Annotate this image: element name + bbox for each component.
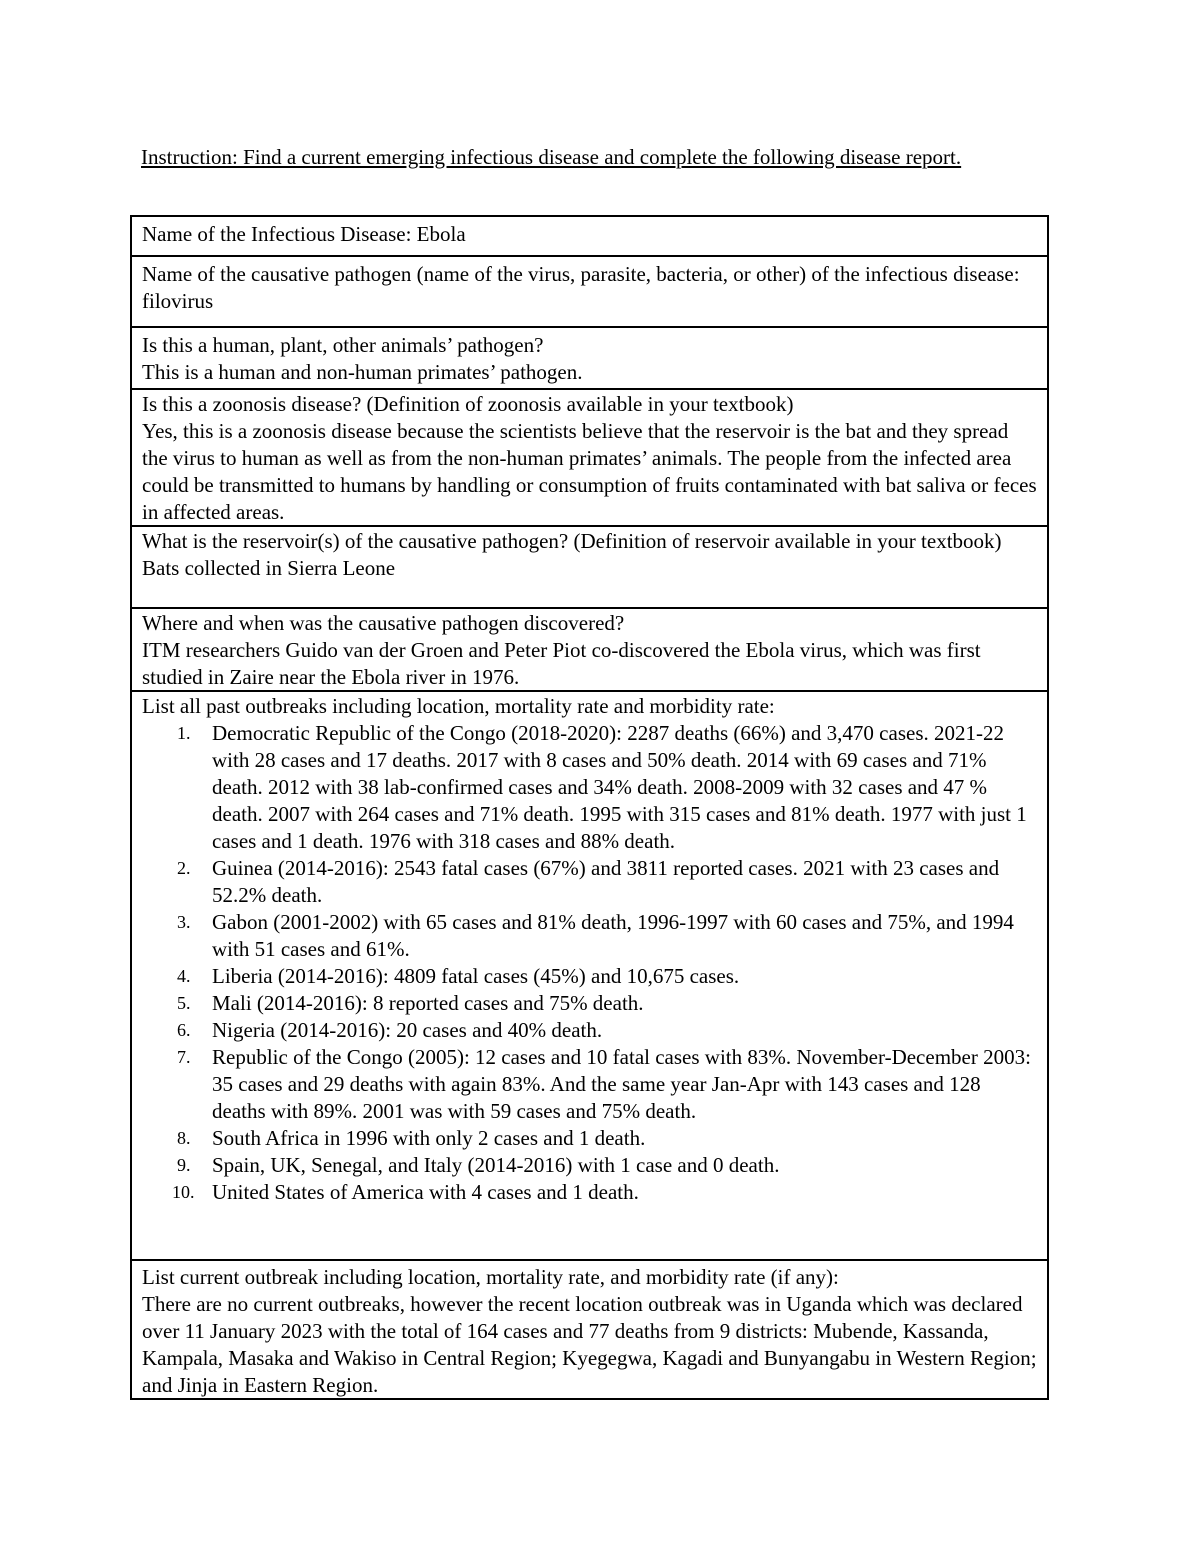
row-current-outbreak <box>132 1261 1047 1398</box>
row-reservoir <box>132 527 1047 609</box>
list-item-number: 5. <box>177 993 191 1013</box>
list-item <box>142 1152 1037 1179</box>
row-past-outbreaks <box>132 692 1047 1261</box>
reservoir-question: What is the reservoir(s) of the causative pathogen? (Definition of reservoir available in your textbook) <box>142 529 1002 553</box>
past-outbreaks-question: List all past outbreaks including location, mortality rate and morbidity rate: <box>142 694 775 718</box>
list-item-text: Mali (2014-2016): 8 reported cases and 75% death. <box>212 991 644 1015</box>
reservoir-answer: Bats collected in Sierra Leone <box>142 556 396 580</box>
zoonosis-question: Is this a zoonosis disease? (Definition of zoonosis available in your textbook) <box>142 392 794 416</box>
list-item <box>142 720 1037 855</box>
row-discovery <box>132 609 1047 692</box>
row-disease-name <box>132 217 1047 257</box>
list-item-number: 2. <box>177 858 191 878</box>
list-item <box>142 990 1037 1017</box>
discovery-question: Where and when was the causative pathogen discovered? <box>142 611 625 635</box>
current-outbreak-answer: There are no current outbreaks, however the recent location outbreak was in Uganda which was declared over 11 January 2023 with the total of 164 cases and 77 deaths from 9 districts: Mubende, Kassanda, Kampala, Masaka and Wakiso in Central Region; Kyegegwa, Kagadi and Bunyangabu in Western Region; and Jinja in Eastern Region. <box>142 1292 1037 1397</box>
disease-report-table <box>130 215 1049 1400</box>
list-item-text: South Africa in 1996 with only 2 cases and 1 death. <box>212 1126 646 1150</box>
row-zoonosis <box>132 390 1047 527</box>
list-item-number: 1. <box>177 723 191 743</box>
list-item-text: Republic of the Congo (2005): 12 cases and 10 fatal cases with 83%. November-December 2003: 35 cases and 29 deaths with again 83%. And the same year Jan-Apr with 143 cases and 128 deaths with 89%. 2001 was with 59 cases and 75% death. <box>212 1045 1031 1123</box>
host-answer: This is a human and non-human primates’ pathogen. <box>142 360 583 384</box>
list-item-number: 7. <box>177 1047 191 1067</box>
list-item-number: 6. <box>177 1020 191 1040</box>
list-item <box>142 909 1037 963</box>
current-outbreak-question: List current outbreak including location, mortality rate, and morbidity rate (if any): <box>142 1265 839 1289</box>
row-host <box>132 328 1047 390</box>
list-item <box>142 1179 1037 1206</box>
list-item <box>142 963 1037 990</box>
instruction-text: Instruction: Find a current emerging infectious disease and complete the following disease report. <box>141 145 962 169</box>
past-outbreaks-list <box>142 720 1037 1206</box>
list-item-text: Liberia (2014-2016): 4809 fatal cases (45%) and 10,675 cases. <box>212 964 740 988</box>
list-item <box>142 1017 1037 1044</box>
list-item-text: Democratic Republic of the Congo (2018-2020): 2287 deaths (66%) and 3,470 cases. 2021-22 with 28 cases and 17 deaths. 2017 with 8 cases and 50% death. 2014 with 69 cases and 71% death. 2012 with 38 lab-confirmed cases and 34% death. 2008-2009 with 32 cases and 47 % death. 2007 with 264 cases and 71% death. 1995 with 315 cases and 81% death. 1977 with just 1 cases and 1 death. 1976 with 318 cases and 88% death. <box>212 721 1027 853</box>
pathogen-text: Name of the causative pathogen (name of the virus, parasite, bacteria, or other) of the infectious disease: filovirus <box>142 262 1020 313</box>
list-item-number: 3. <box>177 912 191 932</box>
list-item-text: United States of America with 4 cases and 1 death. <box>212 1180 639 1204</box>
row-pathogen <box>132 257 1047 328</box>
list-item-number: 4. <box>177 966 191 986</box>
list-item-number: 8. <box>177 1128 191 1148</box>
list-item-text: Guinea (2014-2016): 2543 fatal cases (67%) and 3811 reported cases. 2021 with 23 cases and 52.2% death. <box>212 856 1000 907</box>
zoonosis-answer: Yes, this is a zoonosis disease because the scientists believe that the reservoir is the bat and they spread the virus to human as well as from the non-human primates’ animals. The people from the infected area could be transmitted to humans by handling or consumption of fruits contaminated with bat saliva or feces in affected areas. <box>142 419 1037 524</box>
discovery-answer: ITM researchers Guido van der Groen and Peter Piot co-discovered the Ebola virus, which was first studied in Zaire near the Ebola river in 1976. <box>142 638 981 689</box>
list-item-text: Gabon (2001-2002) with 65 cases and 81% death, 1996-1997 with 60 cases and 75%, and 1994 with 51 cases and 61%. <box>212 910 1014 961</box>
host-question: Is this a human, plant, other animals’ pathogen? <box>142 333 544 357</box>
list-item <box>142 855 1037 909</box>
list-item-number: 9. <box>177 1155 191 1175</box>
list-item-text: Spain, UK, Senegal, and Italy (2014-2016) with 1 case and 0 death. <box>212 1153 780 1177</box>
list-item <box>142 1125 1037 1152</box>
list-item <box>142 1044 1037 1125</box>
disease-name-text: Name of the Infectious Disease: Ebola <box>142 222 466 246</box>
list-item-number: 10. <box>172 1182 195 1202</box>
list-item-text: Nigeria (2014-2016): 20 cases and 40% death. <box>212 1018 603 1042</box>
